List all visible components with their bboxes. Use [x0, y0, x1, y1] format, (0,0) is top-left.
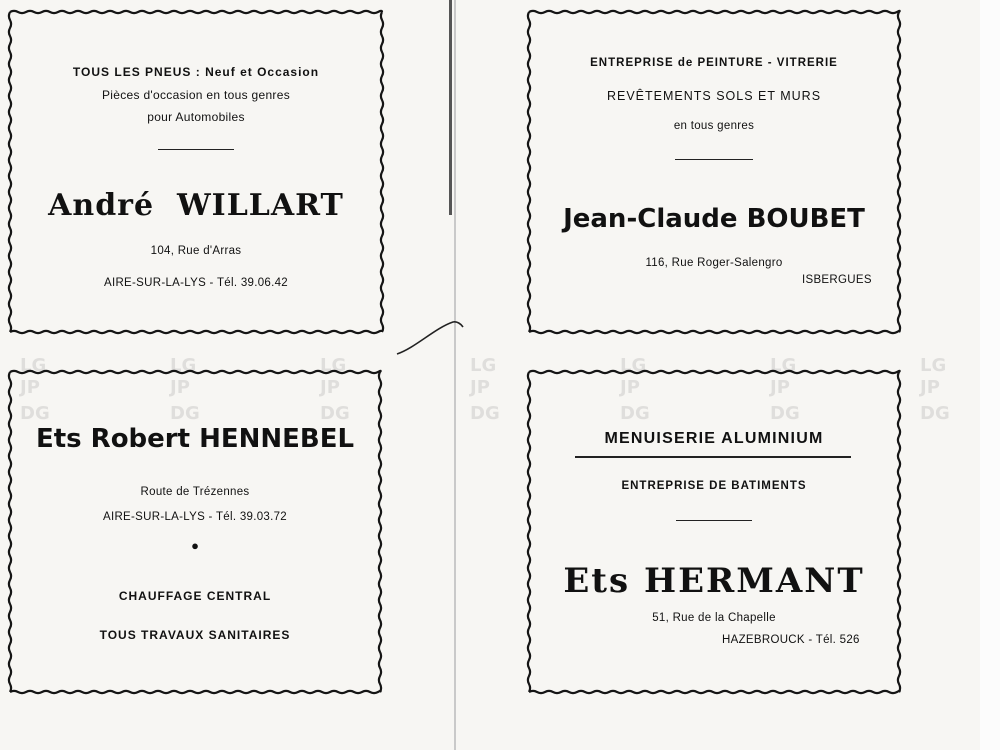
ad-subline: REVÊTEMENTS SOLS ET MURS: [606, 89, 822, 103]
ad-subline: pour Automobiles: [147, 110, 245, 124]
headline-underline: [575, 456, 851, 458]
address: Route de Trézennes: [140, 486, 250, 498]
ad-headline: MENUISERIE ALUMINIUM: [604, 430, 824, 447]
address: 116, Rue Roger-Salengro: [645, 257, 783, 269]
ad-hermant: [525, 368, 903, 696]
ad-subline: en tous genres: [673, 120, 755, 132]
binding-thread: [395, 318, 465, 358]
business-name: Ets Robert HENNEBEL: [35, 424, 355, 454]
business-name: Jean-Claude BOUBET: [563, 204, 865, 234]
business-name: Ets HERMANT: [563, 561, 865, 601]
ad-willart: [6, 8, 386, 336]
service: CHAUFFAGE CENTRAL: [118, 589, 272, 603]
ad-frame: [6, 368, 384, 696]
address: 51, Rue de la Chapelle: [652, 612, 776, 624]
ad-headline: TOUS LES PNEUS : Neuf et Occasion: [72, 65, 320, 79]
city: ISBERGUES: [802, 274, 872, 286]
bullet: ●: [191, 538, 199, 553]
scan-margin: [980, 0, 1000, 750]
business-name: André WILLART: [48, 188, 344, 223]
city-phone: AIRE-SUR-LA-LYS - Tél. 39.03.72: [102, 511, 287, 523]
city-phone: HAZEBROUCK - Tél. 526: [722, 634, 860, 646]
watermark: LG JP DG LG JP DG LG JP DG LG JP DG LG JP DG LG JP DG LG JP DG: [20, 355, 950, 424]
ad-subline: Pièces d'occasion en tous genres: [102, 88, 290, 102]
address: 104, Rue d'Arras: [150, 245, 242, 257]
divider: [158, 149, 234, 150]
divider: [676, 520, 752, 521]
city-phone: AIRE-SUR-LA-LYS - Tél. 39.06.42: [103, 277, 288, 289]
divider: [675, 159, 753, 160]
ad-headline: ENTREPRISE de PEINTURE - VITRERIE: [590, 57, 838, 69]
binding-shadow: [449, 0, 452, 215]
ad-subline: ENTREPRISE DE BATIMENTS: [621, 480, 807, 492]
ad-frame: [525, 368, 903, 696]
ad-hennebel: [6, 368, 384, 696]
ad-boubet: [525, 8, 903, 336]
service: TOUS TRAVAUX SANITAIRES: [99, 628, 291, 642]
